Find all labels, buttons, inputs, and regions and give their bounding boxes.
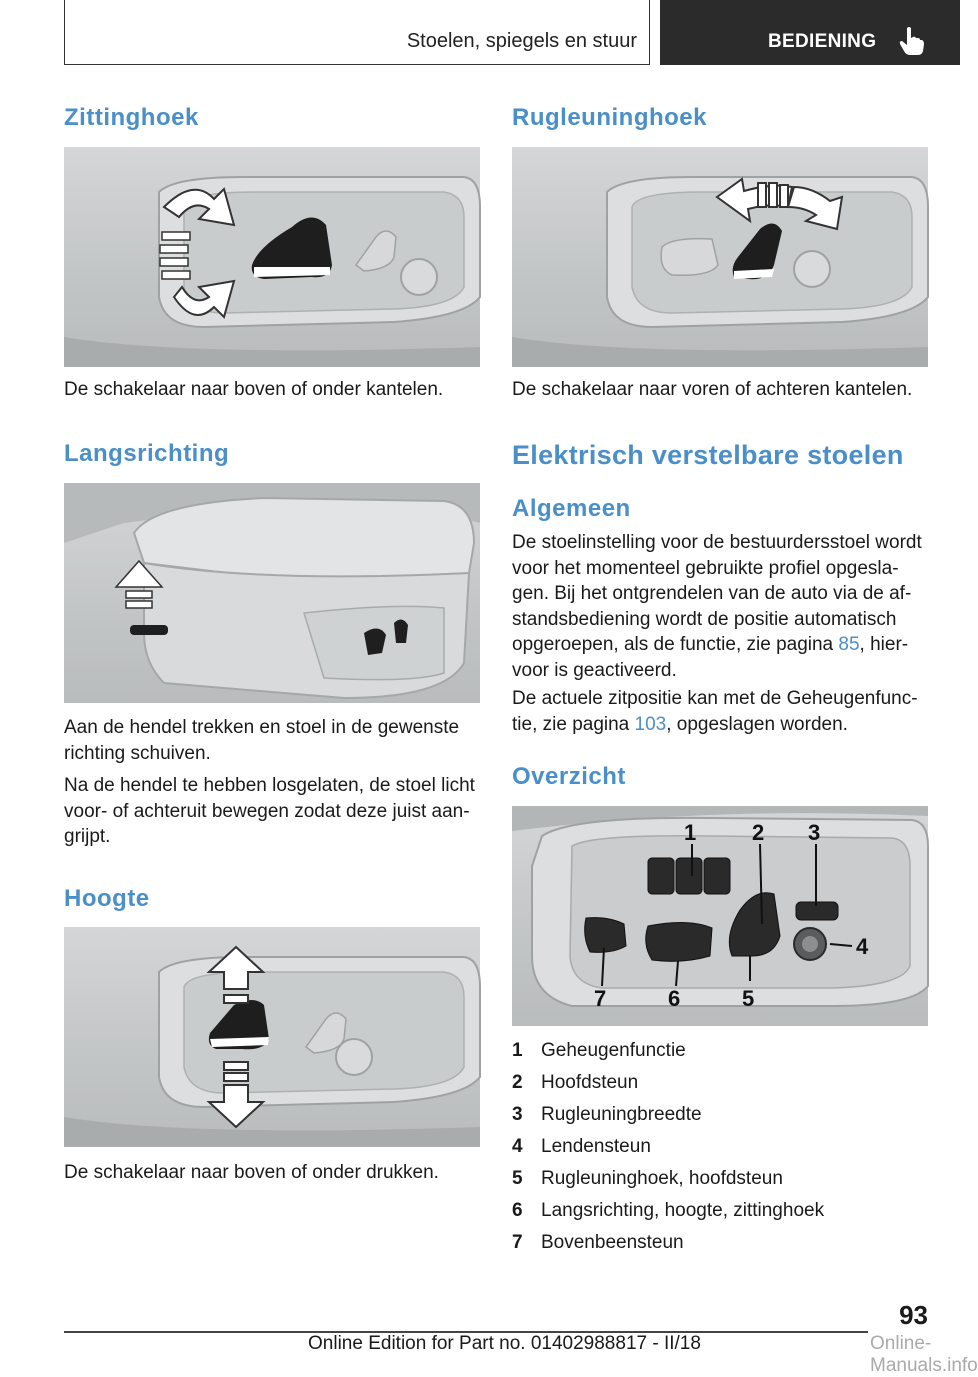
- legend-number: 2: [512, 1072, 523, 1093]
- legend-number: 7: [512, 1232, 523, 1253]
- callout-5: 5: [742, 986, 755, 1011]
- header-section-box: [64, 0, 650, 65]
- heading-general: Algemeen: [512, 495, 631, 522]
- callout-1: 1: [684, 820, 697, 845]
- general-para-2: [512, 686, 932, 737]
- general-para-1-text-b: , hier-voor is geactiveerd.: [512, 634, 909, 681]
- callout-4: 4: [856, 934, 869, 959]
- caption-backrest: De schakelaar naar voren of achteren kantelen.: [512, 379, 913, 400]
- header-chapter-box: [660, 0, 960, 65]
- legend-label: Rugleuningbreedte: [541, 1104, 702, 1125]
- figure-seat-angle: [64, 147, 480, 367]
- figure-fore-aft: [64, 483, 480, 703]
- legend-item: [512, 1104, 932, 1136]
- legend-item: [512, 1040, 932, 1072]
- legend-item: [512, 1136, 932, 1168]
- page-link-85[interactable]: 85: [838, 634, 860, 655]
- legend-item: [512, 1232, 932, 1264]
- legend-label: Langsrichting, hoogte, zittinghoek: [541, 1200, 825, 1221]
- figure-height: [64, 927, 480, 1147]
- legend-item: [512, 1168, 932, 1200]
- general-para-2-text-b: , opgeslagen worden.: [666, 713, 848, 735]
- page-number: 93: [899, 1300, 928, 1330]
- heading-seat-angle: Zittinghoek: [64, 104, 199, 131]
- callout-2: 2: [752, 820, 765, 845]
- seat-controls-illustration: [512, 806, 928, 1026]
- general-para-1: [512, 530, 932, 683]
- legend-number: 5: [512, 1168, 523, 1189]
- fore-aft-illustration: [64, 483, 480, 703]
- caption-seat-angle: De schakelaar naar boven of onder kantelen.: [64, 379, 444, 400]
- footer-watermark: Online-Manuals.info: [870, 1333, 978, 1376]
- backrest-illustration: [512, 147, 928, 367]
- seat-angle-illustration: [64, 147, 480, 367]
- height-illustration: [64, 927, 480, 1147]
- legend-item: [512, 1200, 932, 1232]
- callout-3: 3: [808, 820, 821, 845]
- legend-number: 6: [512, 1200, 523, 1221]
- legend-label: Hoofdsteun: [541, 1072, 639, 1093]
- legend-number: 3: [512, 1104, 523, 1125]
- header-chapter-title: BEDIENING: [768, 31, 877, 52]
- legend-label: Rugleuninghoek, hoofdsteun: [541, 1168, 783, 1189]
- caption-height: De schakelaar naar boven of onder drukken.: [64, 1162, 439, 1183]
- heading-backrest: Rugleuninghoek: [512, 104, 707, 131]
- footer-edition: Online Edition for Part no. 01402988817 - II/18: [308, 1333, 701, 1354]
- heading-overview: Overzicht: [512, 763, 626, 790]
- legend-number: 1: [512, 1040, 523, 1061]
- figure-backrest: [512, 147, 928, 367]
- figure-overview: [512, 806, 928, 1026]
- callout-6: 6: [668, 986, 681, 1011]
- general-para-1-text-a: De stoelinstelling voor de bestuurdersstoel wordt voor het momenteel gebruikte profiel opgesla-gen. Bij het ontgrendelen van de auto via de af-standsbediening wordt de positie automatisch opgeroepen, als de functie, zie pagina: [512, 532, 922, 655]
- callout-7: 7: [594, 986, 607, 1011]
- legend-label: Bovenbeensteun: [541, 1232, 684, 1253]
- fore-aft-para-1: Aan de hendel trekken en stoel in de gewenste richting schuiven.: [64, 717, 460, 764]
- header-section-title: Stoelen, spiegels en stuur: [406, 30, 637, 52]
- general-para-2-text-a: De actuele zitpositie kan met de Geheugenfunc-tie, zie pagina: [512, 688, 918, 735]
- legend-label: Lendensteun: [541, 1136, 651, 1157]
- heading-height: Hoogte: [64, 885, 150, 912]
- heading-fore-aft: Langsrichting: [64, 440, 230, 467]
- legend-label: Geheugenfunctie: [541, 1040, 686, 1061]
- page-link-103[interactable]: 103: [634, 713, 667, 735]
- overview-legend: [512, 1040, 932, 1264]
- hand-pointer-icon: [898, 26, 924, 56]
- legend-number: 4: [512, 1136, 523, 1157]
- legend-item: [512, 1072, 932, 1104]
- heading-electric-seats: Elektrisch verstelbare stoelen: [512, 440, 904, 470]
- fore-aft-para-2: Na de hendel te hebben losgelaten, de stoel licht voor- of achteruit bewegen zodat deze juist aan-grijpt.: [64, 775, 475, 847]
